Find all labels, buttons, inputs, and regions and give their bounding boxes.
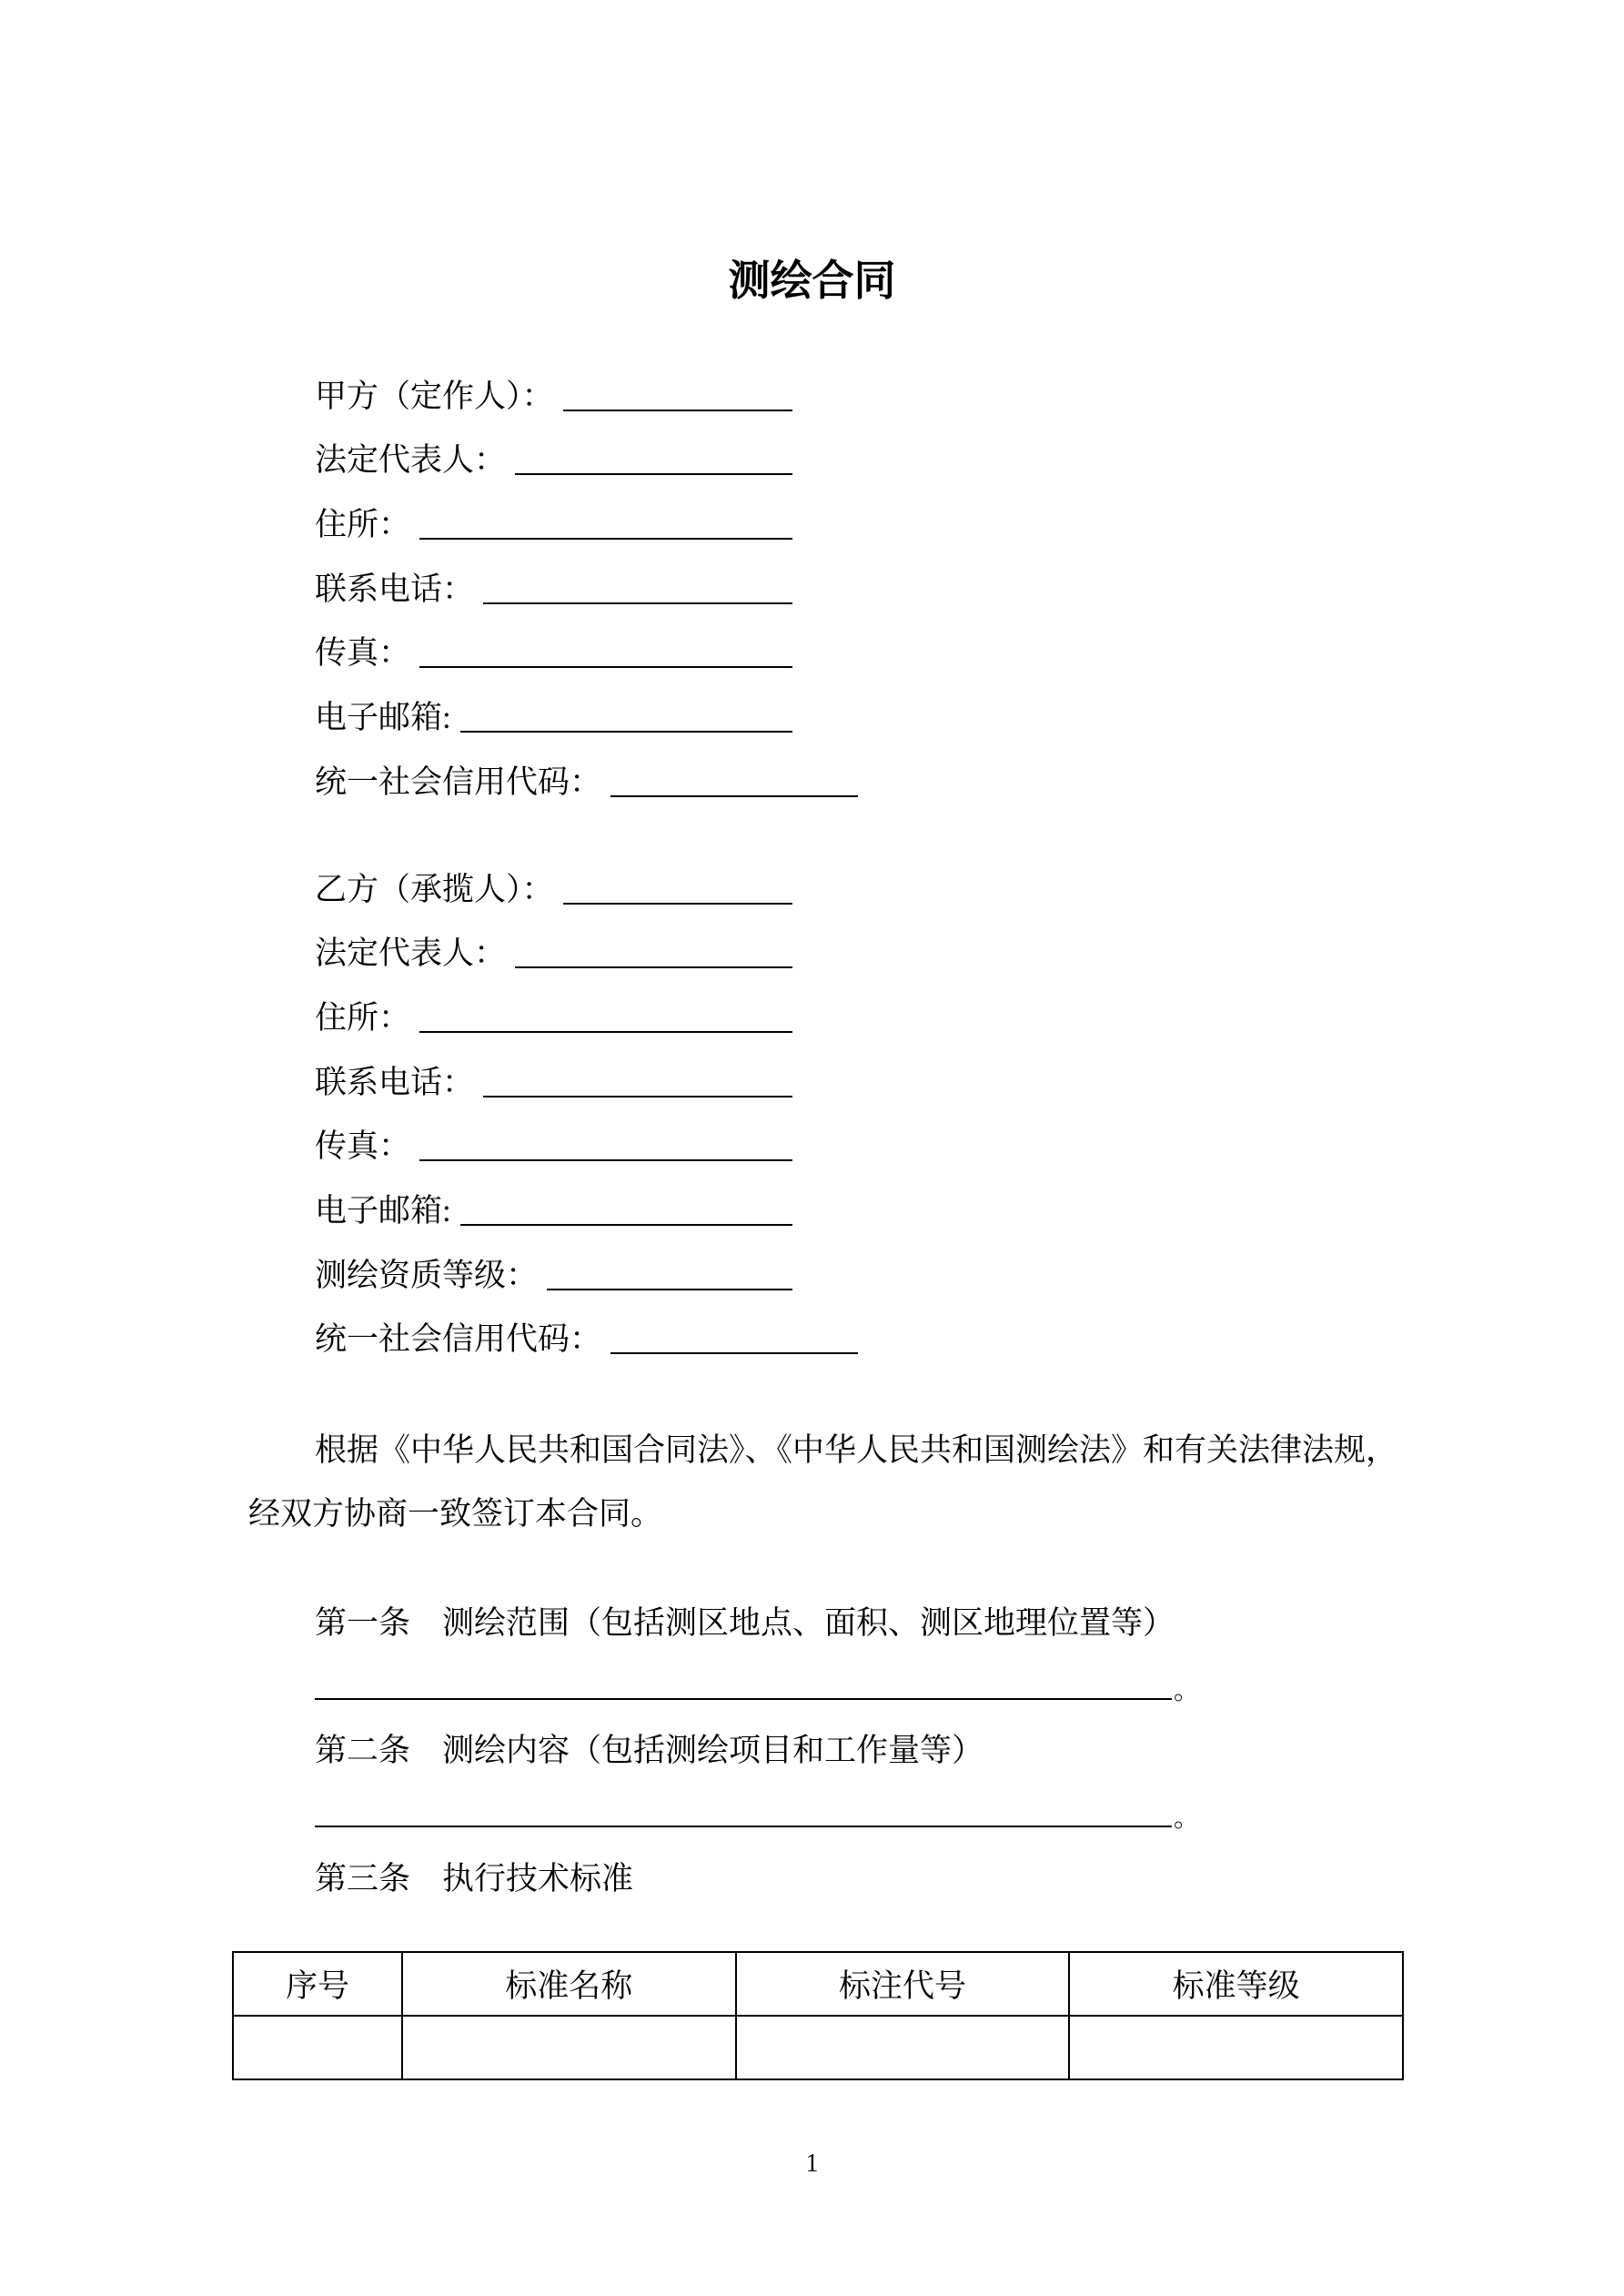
- article-1-period: 。: [1174, 1677, 1200, 1705]
- blank-line: [460, 1224, 792, 1226]
- party-a-name-field: [315, 375, 792, 417]
- party-a-email-field: [315, 696, 792, 738]
- field-label: 统一社会信用代码：: [315, 1321, 602, 1357]
- table-cell: [1069, 2016, 1403, 2079]
- blank-line: [419, 1159, 792, 1161]
- article-1-heading: 第一条 测绘范围（包括测区地点、面积、测区地理位置等）: [315, 1605, 1175, 1641]
- table-cell: [402, 2016, 736, 2079]
- blank-line: [547, 1289, 792, 1290]
- field-label: 法定代表人：: [315, 936, 507, 971]
- blank-line: [515, 966, 792, 968]
- header-cell-serial: 序号: [233, 1952, 402, 2016]
- field-label: 传真：: [315, 1128, 411, 1164]
- party-b-legal-rep-field: [315, 932, 792, 974]
- party-b-phone-field: [315, 1061, 792, 1103]
- party-a-credit-code-field: [315, 761, 858, 803]
- field-label: 联系电话：: [315, 571, 475, 607]
- header-cell-standard-name: 标准名称: [402, 1952, 736, 2016]
- table-cell: [233, 2016, 402, 2079]
- blank-line: [563, 903, 792, 905]
- blank-line: [563, 410, 792, 411]
- blank-line: [483, 602, 792, 604]
- field-label: 传真：: [315, 635, 411, 671]
- field-label: 甲方（定作人）：: [315, 379, 554, 414]
- blank-line: [483, 1096, 792, 1097]
- field-label: 测绘资质等级：: [315, 1258, 539, 1293]
- party-b-name-field: [315, 868, 792, 910]
- blank-line: [610, 1352, 858, 1354]
- party-a-legal-rep-field: [315, 439, 792, 480]
- blank-line: [419, 1031, 792, 1033]
- header-cell-standard-code: 标注代号: [736, 1952, 1070, 2016]
- field-label: 乙方（承揽人）：: [315, 872, 554, 907]
- party-a-fax-field: [315, 632, 792, 673]
- field-label: 联系电话：: [315, 1065, 475, 1100]
- field-label: 电子邮箱:: [315, 1193, 451, 1229]
- table-row: [233, 2016, 1403, 2079]
- standards-table: [232, 1951, 1404, 2080]
- party-b-email-field: [315, 1189, 792, 1231]
- page-number: 1: [805, 2149, 819, 2178]
- field-label: 法定代表人：: [315, 442, 507, 478]
- article-2-heading: 第二条 测绘内容（包括测绘项目和工作量等）: [315, 1733, 984, 1768]
- table-header-row: [233, 1952, 1403, 2016]
- blank-line: [419, 666, 792, 668]
- field-label: 住所：: [315, 507, 411, 542]
- party-a-phone-field: [315, 568, 792, 610]
- party-a-address-field: [315, 503, 792, 545]
- article-1-blank-line: [315, 1698, 1172, 1700]
- preamble-line-2: 经双方协商一致签订本合同。: [248, 1496, 663, 1532]
- article-2-blank-line: [315, 1826, 1172, 1827]
- blank-line: [419, 538, 792, 540]
- party-b-credit-code-field: [315, 1318, 858, 1360]
- field-label: 住所：: [315, 1000, 411, 1036]
- preamble-line-1: 根据《中华人民共和国合同法》、《中华人民共和国测绘法》和有关法律法规，: [315, 1432, 1398, 1468]
- field-label: 电子邮箱:: [315, 700, 451, 735]
- blank-line: [515, 473, 792, 475]
- article-2-period: 。: [1174, 1805, 1200, 1833]
- field-label: 统一社会信用代码：: [315, 764, 602, 800]
- article-3-heading: 第三条 执行技术标准: [315, 1861, 634, 1896]
- blank-line: [610, 795, 858, 797]
- blank-line: [460, 731, 792, 733]
- party-b-fax-field: [315, 1125, 792, 1167]
- party-b-address-field: [315, 996, 792, 1038]
- party-b-qualification-field: [315, 1254, 792, 1296]
- header-cell-standard-level: 标准等级: [1069, 1952, 1403, 2016]
- document-title: 测绘合同: [728, 256, 896, 305]
- table-cell: [736, 2016, 1070, 2079]
